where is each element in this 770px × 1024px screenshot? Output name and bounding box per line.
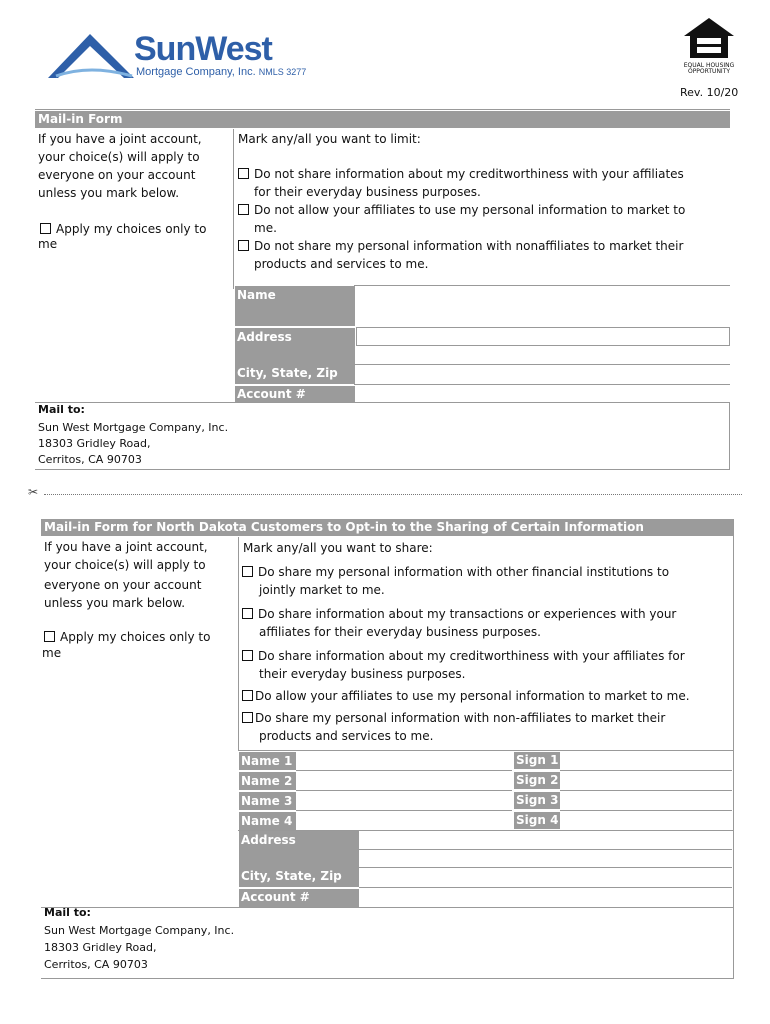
- form1-option-text: me.: [254, 221, 277, 235]
- form2-option-1-checkbox[interactable]: [242, 566, 253, 577]
- form1-bottom-rule: [35, 469, 730, 470]
- form2-name-1-label: Name 1: [239, 752, 296, 770]
- form2-sign-4-label: Sign 4: [516, 813, 559, 827]
- form2-sign-2-input[interactable]: [560, 772, 732, 791]
- form1-city-label: City, State, Zip: [235, 364, 355, 384]
- form2-mark-header: Mark any/all you want to share:: [243, 541, 433, 555]
- form1-mail-address: [38, 420, 228, 468]
- form2-joint-text: [44, 538, 239, 612]
- logo-subtitle: [136, 66, 306, 78]
- form2-mail-rule: [41, 907, 733, 908]
- form2-name-2-input[interactable]: [296, 772, 512, 791]
- form2-mail-to: Mail to:: [44, 906, 91, 919]
- logo-wordmark: SunWest: [134, 30, 272, 68]
- house-roof-icon: [46, 30, 136, 82]
- form1-option-3-checkbox[interactable]: [238, 240, 249, 251]
- form2-options: [242, 563, 732, 745]
- form1-option-text: products and services to me.: [254, 257, 429, 271]
- equal-housing-icon: [682, 16, 736, 60]
- form1-option-1[interactable]: [238, 165, 728, 201]
- form2-bottom-rule: [41, 978, 733, 979]
- form2-name-2-label: Name 2: [239, 772, 296, 790]
- form2-title-a: Mail-in Form: [44, 520, 129, 534]
- form2-address-line: Sun West Mortgage Company, Inc.: [44, 924, 235, 937]
- form1-joint-text: [38, 130, 233, 202]
- form2-sign-3-input[interactable]: [560, 792, 732, 811]
- form1-column-divider: [233, 129, 234, 289]
- form2-option-text: Do share my personal information with other financial institutions to: [258, 565, 670, 579]
- form2-name-4-input[interactable]: [296, 812, 512, 830]
- form2-name-4-label: Name 4: [239, 812, 296, 830]
- form1-address-input[interactable]: [356, 327, 730, 346]
- form2-option-text: their everyday business purposes.: [259, 667, 466, 681]
- form2-sign-2-label: Sign 2: [516, 773, 559, 787]
- form2-joint-line: everyone on your account: [44, 578, 202, 592]
- form2-option-text: Do allow your affiliates to use my personal information to market to me.: [255, 689, 690, 703]
- form2-apply-only-label-2: me: [42, 646, 62, 660]
- form2-sign-1-input[interactable]: [560, 752, 732, 771]
- logo-company: Mortgage Company, Inc.: [136, 66, 256, 78]
- form2-option-text: Do share information about my transactions or experiences with your: [258, 607, 677, 621]
- form2-city-input[interactable]: [359, 868, 732, 888]
- form1-mail-right-border: [729, 402, 730, 470]
- form2-sign-4-input[interactable]: [560, 812, 732, 830]
- form1-options: [238, 165, 728, 273]
- form2-apply-only[interactable]: [44, 629, 234, 661]
- form1-address-line: 18303 Gridley Road,: [38, 437, 151, 450]
- form2-right-border: [733, 519, 734, 979]
- form2-address-input-2[interactable]: [359, 850, 732, 868]
- form1-apply-only-label: Apply my choices only to: [56, 222, 207, 236]
- form2-joint-line: unless you mark below.: [44, 596, 186, 610]
- form2-option-5[interactable]: [242, 709, 732, 745]
- form2-option-4[interactable]: [242, 687, 732, 705]
- form2-account-input[interactable]: [359, 888, 732, 906]
- form2-option-text: Do share information about my creditworthiness with your affiliates for: [258, 649, 685, 663]
- form1-apply-only-checkbox[interactable]: [40, 223, 51, 234]
- ehl-text-1: EQUAL HOUSING: [683, 62, 735, 69]
- form2-option-3[interactable]: [242, 647, 732, 683]
- form1-account-label: Account #: [235, 386, 355, 402]
- form2-title-b: for North Dakota Customers to Opt-in to the Sharing of Certain Information: [132, 520, 644, 534]
- form2-joint-line: your choice(s) will apply to: [44, 558, 206, 572]
- form1-address-line: Sun West Mortgage Company, Inc.: [38, 421, 229, 434]
- form2-option-1[interactable]: [242, 563, 732, 599]
- form2-option-2-checkbox[interactable]: [242, 608, 253, 619]
- form1-option-text: Do not allow your affiliates to use my personal information to market to: [254, 203, 686, 217]
- form1-mail-to: Mail to:: [38, 403, 85, 416]
- form2-column-divider: [238, 537, 239, 750]
- form2-option-5-checkbox[interactable]: [242, 712, 253, 723]
- form2-joint-line: If you have a joint account,: [44, 540, 208, 554]
- form2-option-3-checkbox[interactable]: [242, 650, 253, 661]
- form2-address-line: 18303 Gridley Road,: [44, 941, 157, 954]
- equal-housing-logo: [682, 16, 736, 74]
- form2-option-text: Do share my personal information with non-affiliates to market their: [255, 711, 666, 725]
- logo-nmls: NMLS 3277: [258, 67, 307, 77]
- form1-option-1-checkbox[interactable]: [238, 168, 249, 179]
- form2-option-text: affiliates for their everyday business purposes.: [259, 625, 541, 639]
- form1-option-2[interactable]: [238, 201, 728, 237]
- form1-option-text: for their everyday business purposes.: [254, 185, 481, 199]
- form2-account-label: Account #: [239, 889, 359, 907]
- form2-option-text: products and services to me.: [259, 729, 434, 743]
- form2-option-text: jointly market to me.: [259, 583, 385, 597]
- form1-field-rule: [354, 285, 730, 286]
- form2-city-label: City, State, Zip: [239, 867, 359, 887]
- cut-line: [44, 494, 742, 495]
- form2-sign-3-label: Sign 3: [516, 793, 559, 807]
- form1-name-label: Name: [235, 286, 355, 326]
- form1-field-rule: [354, 384, 730, 385]
- form2-option-2[interactable]: [242, 605, 732, 641]
- form1-option-2-checkbox[interactable]: [238, 204, 249, 215]
- form1-apply-only[interactable]: [40, 222, 230, 252]
- form1-mail-rule: [35, 402, 730, 403]
- form2-apply-only-label: Apply my choices only to: [60, 630, 211, 644]
- form1-mark-header: Mark any/all you want to limit:: [238, 132, 421, 146]
- form2-address-input[interactable]: [359, 831, 732, 850]
- scissors-icon: ✂: [28, 485, 39, 499]
- form2-address-line: Cerritos, CA 90703: [44, 958, 148, 971]
- form1-address-line: Cerritos, CA 90703: [38, 453, 142, 466]
- form1-field-rule: [354, 364, 730, 365]
- ehl-text-2: OPPORTUNITY: [687, 68, 731, 75]
- form2-sign-1-label: Sign 1: [516, 753, 559, 767]
- form1-option-text: Do not share my personal information with nonaffiliates to market their: [254, 239, 684, 253]
- form2-option-4-checkbox[interactable]: [242, 690, 253, 701]
- company-logo: [46, 28, 336, 84]
- form1-joint-line: unless you mark below.: [38, 186, 180, 200]
- form1-name-input[interactable]: [356, 287, 728, 326]
- form2-name-1-input[interactable]: [296, 752, 512, 771]
- form1-title-bar: Mail-in Form: [35, 111, 730, 128]
- form1-option-3[interactable]: [238, 237, 728, 273]
- form1-joint-line: your choice(s) will apply to: [38, 150, 200, 164]
- revision-label: Rev. 10/20: [680, 86, 739, 99]
- form2-title-bar: [41, 519, 734, 536]
- form1-joint-line: If you have a joint account,: [38, 132, 202, 146]
- form1-top-rule: [35, 109, 730, 110]
- form2-address-label: Address: [239, 831, 359, 867]
- form2-mail-address: [44, 922, 234, 973]
- form2-apply-only-checkbox[interactable]: [44, 631, 55, 642]
- form1-joint-line: everyone on your account: [38, 168, 196, 182]
- form1-address-label: Address: [235, 328, 355, 364]
- form1-apply-only-label-2: me: [38, 237, 58, 251]
- form2-name-3-label: Name 3: [239, 792, 296, 810]
- form1-option-text: Do not share information about my creditworthiness with your affiliates: [254, 167, 684, 181]
- form2-grid-rule: [238, 750, 733, 751]
- form2-name-3-input[interactable]: [296, 792, 512, 811]
